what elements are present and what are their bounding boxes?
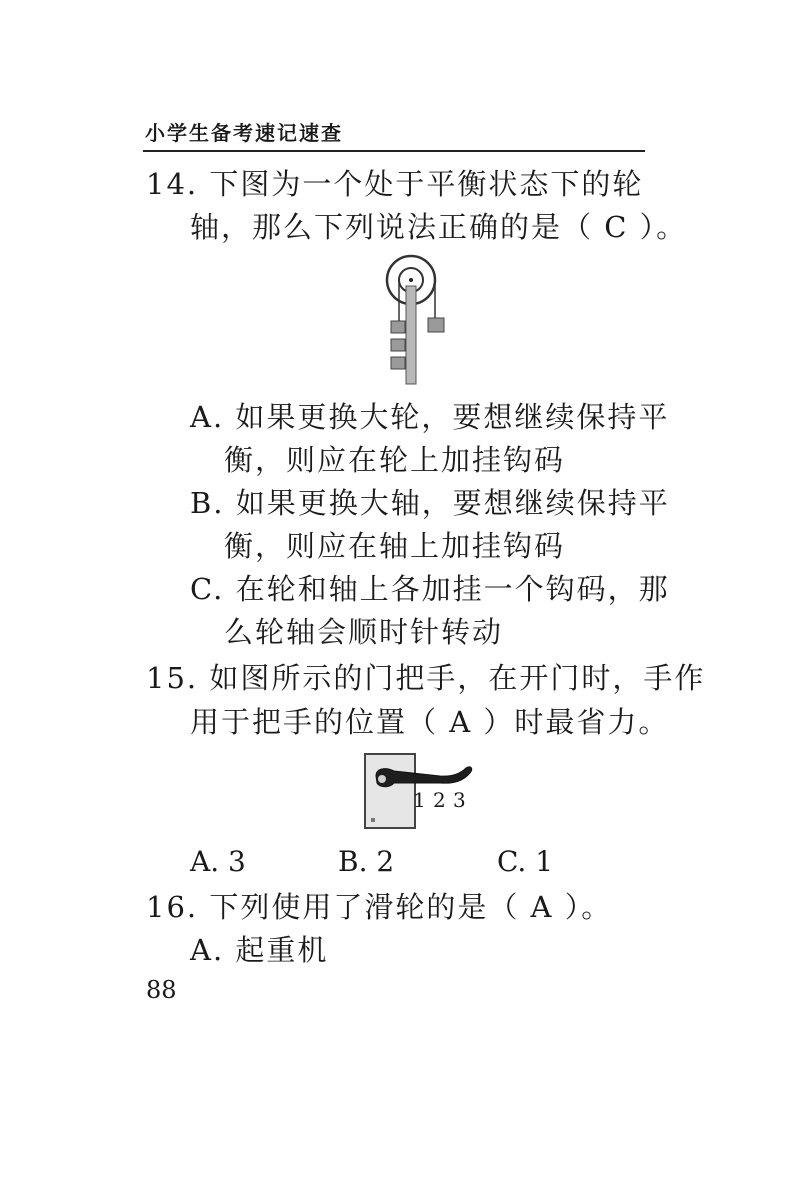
q14-option-a-line1: A. 如果更换大轮，要想继续保持平 [190, 400, 670, 434]
q14-option-b-line2: 衡，则应在轴上加挂钩码 [224, 529, 566, 563]
running-header: 小学生备考速记速查 [145, 121, 343, 145]
support-post [406, 286, 416, 384]
handle-spindle [378, 775, 386, 783]
door-handle-figure [360, 752, 480, 832]
q15-option-b: B. 2 [338, 845, 395, 878]
handle-position-label-3: 3 [453, 788, 466, 812]
axle-weight-3 [391, 357, 405, 369]
axle-weight-1 [391, 321, 405, 333]
handle-position-label-2: 2 [433, 788, 446, 812]
q16-option-a: A. 起重机 [190, 933, 329, 967]
q14-option-c-line1: C. 在轮和轴上各加挂一个钩码，那 [190, 572, 670, 606]
axle-center [409, 278, 413, 282]
wheel-weight [428, 318, 444, 332]
lever-handle [376, 767, 472, 787]
q14-stem-line1: 14. 下图为一个处于平衡状态下的轮 [146, 167, 644, 201]
screw-bottom-left [371, 818, 375, 822]
q15-option-a: A. 3 [190, 845, 246, 878]
handle-position-label-1: 1 [413, 788, 426, 812]
q15-stem-line1: 15. 如图所示的门把手，在开门时，手作 [146, 661, 706, 695]
q15-stem-line2: 用于把手的位置（ A ）时最省力。 [190, 705, 670, 739]
page-number: 88 [146, 976, 177, 1004]
q14-option-c-line2: 么轮轴会顺时针转动 [224, 615, 504, 649]
q16-stem: 16. 下列使用了滑轮的是（ A ）。 [146, 890, 613, 924]
axle-weight-2 [391, 339, 405, 351]
q15-option-c: C. 1 [497, 845, 554, 878]
q14-option-a-line2: 衡，则应在轮上加挂钩码 [224, 443, 566, 477]
header-rule [143, 150, 645, 152]
door-plate [365, 754, 415, 828]
wheel-axle-figure [378, 250, 458, 390]
q14-option-b-line1: B. 如果更换大轴，要想继续保持平 [190, 486, 670, 520]
q14-stem-line2: 轴，那么下列说法正确的是（ C ）。 [190, 210, 688, 244]
